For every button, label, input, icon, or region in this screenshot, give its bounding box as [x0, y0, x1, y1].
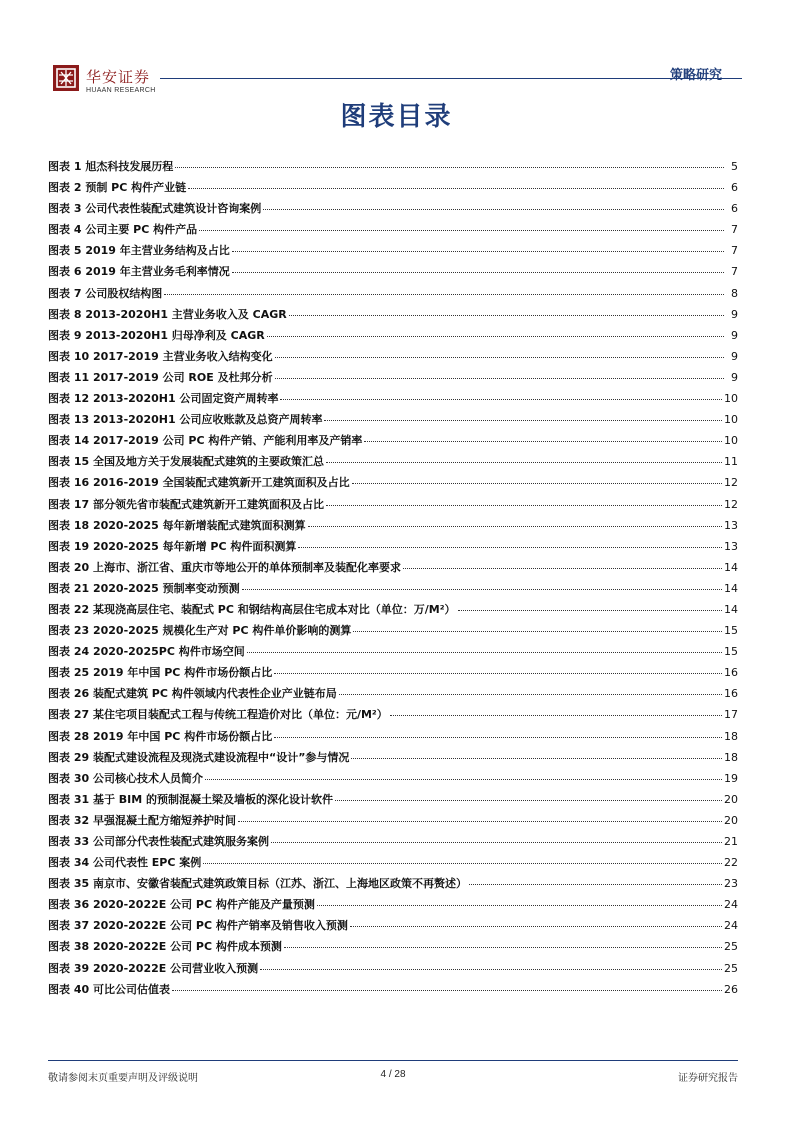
toc-entry-page: 25 — [724, 961, 738, 975]
toc-entry-title: 图表 6 2019 年主营业务毛利率情况 — [48, 265, 230, 279]
toc-entry[interactable] — [48, 453, 738, 474]
toc-dot-leader — [232, 251, 724, 252]
toc-entry-page: 12 — [724, 497, 738, 511]
toc-entry-title: 图表 18 2020-2025 每年新增装配式建筑面积测算 — [48, 518, 306, 532]
toc-entry[interactable] — [48, 833, 738, 854]
toc-entry-page: 15 — [724, 645, 738, 659]
toc-dot-leader — [326, 462, 722, 463]
toc-entry-title: 图表 10 2017-2019 主营业务收入结构变化 — [48, 349, 273, 363]
toc-entry[interactable] — [48, 981, 738, 1002]
toc-dot-leader — [274, 737, 722, 738]
toc-entry-page: 20 — [724, 813, 738, 827]
toc-entry[interactable] — [48, 938, 738, 959]
toc-entry-page: 9 — [731, 349, 738, 363]
toc-entry[interactable] — [48, 685, 738, 706]
toc-entry[interactable] — [48, 664, 738, 685]
toc-entry-page: 7 — [731, 223, 738, 237]
toc-entry[interactable] — [48, 706, 738, 727]
toc-entry-title: 图表 39 2020-2022E 公司营业收入预测 — [48, 961, 259, 975]
toc-entry-page: 8 — [731, 286, 738, 300]
toc-entry[interactable] — [48, 517, 738, 538]
toc-dot-leader — [263, 209, 724, 210]
toc-entry-page: 13 — [724, 539, 738, 553]
toc-entry-title: 图表 4 公司主要 PC 构件产品 — [48, 223, 198, 237]
toc-dot-leader — [326, 505, 722, 506]
disclaimer-note: 敬请参阅末页重要声明及评级说明 — [48, 1073, 198, 1084]
toc-entry[interactable] — [48, 728, 738, 749]
toc-entry-page: 9 — [731, 307, 738, 321]
toc-dot-leader — [172, 990, 722, 991]
toc-dot-leader — [298, 547, 722, 548]
toc-dot-leader — [247, 652, 722, 653]
toc-entry-title: 图表 7 公司股权结构图 — [48, 286, 163, 300]
toc-dot-leader — [317, 905, 722, 906]
toc-entry-title: 图表 11 2017-2019 公司 ROE 及杜邦分析 — [48, 370, 273, 384]
toc-entry[interactable] — [48, 896, 738, 917]
toc-dot-leader — [242, 589, 722, 590]
toc-dot-leader — [199, 230, 724, 231]
toc-entry-title: 图表 29 装配式建设流程及现浇式建设流程中“设计”参与情况 — [48, 750, 350, 764]
toc-dot-leader — [403, 568, 722, 569]
header-divider — [160, 78, 742, 79]
toc-entry-title: 图表 20 上海市、浙江省、重庆市等地公开的单体预制率及装配化率要求 — [48, 560, 401, 574]
toc-dot-leader — [232, 272, 724, 273]
toc-entry[interactable] — [48, 643, 738, 664]
toc-dot-leader — [271, 842, 722, 843]
toc-entry-title: 图表 5 2019 年主营业务结构及占比 — [48, 244, 230, 258]
toc-entry-page: 14 — [724, 602, 738, 616]
toc-entry-page: 9 — [731, 328, 738, 342]
toc-entry-page: 6 — [731, 181, 738, 195]
toc-entry-page: 5 — [731, 160, 738, 173]
toc-entry[interactable] — [48, 538, 738, 559]
toc-entry[interactable] — [48, 285, 738, 306]
toc-dot-leader — [350, 926, 722, 927]
toc-entry-page: 26 — [724, 982, 738, 996]
toc-entry-page: 15 — [724, 624, 738, 638]
toc-dot-leader — [267, 336, 724, 337]
toc-entry-page: 10 — [724, 392, 738, 406]
toc-entry-title: 图表 9 2013-2020H1 归母净利及 CAGR — [48, 328, 265, 342]
toc-entry-page: 16 — [724, 687, 738, 701]
toc-entry[interactable] — [48, 390, 738, 411]
toc-entry[interactable] — [48, 263, 738, 284]
toc-entry[interactable] — [48, 622, 738, 643]
toc-entry-title: 图表 8 2013-2020H1 主营业务收入及 CAGR — [48, 307, 287, 321]
toc-entry[interactable] — [48, 327, 738, 348]
toc-entry-title: 图表 19 2020-2025 每年新增 PC 构件面积测算 — [48, 539, 297, 553]
toc-entry-page: 23 — [724, 877, 738, 891]
toc-dot-leader — [164, 294, 724, 295]
toc-entry[interactable] — [48, 179, 738, 200]
toc-dot-leader — [390, 715, 722, 716]
toc-entry[interactable] — [48, 474, 738, 495]
toc-entry[interactable] — [48, 854, 738, 875]
toc-entry[interactable] — [48, 812, 738, 833]
toc-entry[interactable] — [48, 601, 738, 622]
toc-dot-leader — [284, 947, 722, 948]
report-type: 证券研究报告 — [678, 1073, 738, 1084]
toc-entry[interactable] — [48, 158, 738, 179]
brand-name-en: HUAAN RESEARCH — [86, 87, 156, 94]
toc-entry-title: 图表 2 预制 PC 构件产业链 — [48, 181, 187, 195]
toc-entry-title: 图表 36 2020-2022E 公司 PC 构件产能及产量预测 — [48, 898, 315, 912]
toc-dot-leader — [203, 863, 722, 864]
brand-name: 华安证券 — [86, 68, 151, 86]
toc-dot-leader — [353, 631, 722, 632]
toc-entry[interactable] — [48, 559, 738, 580]
page-footer — [48, 1060, 738, 1090]
toc-entry-page: 20 — [724, 792, 738, 806]
toc-entry-title: 图表 26 装配式建筑 PC 构件领域内代表性企业产业链布局 — [48, 687, 337, 701]
toc-dot-leader — [274, 673, 722, 674]
toc-entry[interactable] — [48, 917, 738, 938]
toc-entry-title: 图表 1 旭杰科技发展历程 — [48, 160, 174, 173]
toc-dot-leader — [335, 800, 722, 801]
toc-entry-page: 11 — [724, 455, 738, 469]
toc-entry-page: 19 — [724, 771, 738, 785]
toc-entry-title: 图表 32 早强混凝土配方缩短养护时间 — [48, 813, 236, 827]
toc-entry-title: 图表 40 可比公司估值表 — [48, 982, 170, 996]
toc-entry-page: 7 — [731, 265, 738, 279]
toc-entry-page: 24 — [724, 898, 738, 912]
toc-entry[interactable] — [48, 242, 738, 263]
toc-entry-page: 14 — [724, 581, 738, 595]
toc-entry-title: 图表 28 2019 年中国 PC 构件市场份额占比 — [48, 729, 273, 743]
toc-entry-title: 图表 13 2013-2020H1 公司应收账款及总资产周转率 — [48, 413, 323, 427]
toc-entry-page: 10 — [724, 434, 738, 448]
toc-dot-leader — [280, 399, 722, 400]
toc-entry-title: 图表 15 全国及地方关于发展装配式建筑的主要政策汇总 — [48, 455, 324, 469]
toc-dot-leader — [351, 758, 722, 759]
toc-entry-title: 图表 38 2020-2022E 公司 PC 构件成本预测 — [48, 940, 282, 954]
toc-dot-leader — [175, 167, 724, 168]
toc-entry[interactable] — [48, 496, 738, 517]
toc-entry[interactable] — [48, 348, 738, 369]
toc-entry-page: 24 — [724, 919, 738, 933]
toc-dot-leader — [238, 821, 722, 822]
toc-entry-title: 图表 25 2019 年中国 PC 构件市场份额占比 — [48, 666, 273, 680]
toc-entry-title: 图表 33 公司部分代表性装配式建筑服务案例 — [48, 835, 269, 848]
toc-entry-title: 图表 30 公司核心技术人员简介 — [48, 771, 203, 785]
toc-entry-title: 图表 17 部分领先省市装配式建筑新开工建筑面积及占比 — [48, 497, 324, 511]
toc-dot-leader — [308, 526, 722, 527]
toc-dot-leader — [260, 969, 722, 970]
toc-entry-page: 16 — [724, 666, 738, 680]
toc-entry-title: 图表 31 基于 BIM 的预制混凝土梁及墙板的深化设计软件 — [48, 792, 334, 806]
toc-entry-title: 图表 34 公司代表性 EPC 案例 — [48, 856, 202, 870]
toc-entry-title: 图表 37 2020-2022E 公司 PC 构件产销率及销售收入预测 — [48, 919, 348, 933]
toc-entry-page: 14 — [724, 560, 738, 574]
page-header — [52, 60, 742, 100]
toc-entry-title: 图表 14 2017-2019 公司 PC 构件产销、产能利用率及产销率 — [48, 434, 363, 448]
toc-dot-leader — [275, 357, 724, 358]
toc-entry-page: 12 — [724, 476, 738, 490]
toc-entry-page: 9 — [731, 370, 738, 384]
section-tag: 策略研究 — [669, 68, 722, 83]
toc-entry[interactable] — [48, 791, 738, 812]
toc-entry[interactable] — [48, 749, 738, 770]
page-number: 4 / 28 — [380, 1069, 406, 1080]
toc-entry-page: 7 — [731, 244, 738, 258]
toc-entry-title: 图表 35 南京市、安徽省装配式建筑政策目标（江苏、浙江、上海地区政策不再赘述） — [48, 877, 467, 891]
toc-entry-title: 图表 24 2020-2025PC 构件市场空间 — [48, 645, 245, 659]
toc-dot-leader — [364, 441, 722, 442]
toc-entry-title: 图表 27 某住宅项目装配式工程与传统工程造价对比（单位：元/M²） — [48, 708, 388, 722]
toc-entry-page: 10 — [724, 413, 738, 427]
toc-entry-title: 图表 3 公司代表性装配式建筑设计咨询案例 — [48, 202, 262, 216]
toc-entry[interactable] — [48, 306, 738, 327]
huaan-logo-icon — [52, 64, 80, 92]
toc-entry-page: 17 — [724, 708, 738, 722]
toc-entry-title: 图表 16 2016-2019 全国装配式建筑新开工建筑面积及占比 — [48, 476, 350, 490]
toc-entry-title: 图表 23 2020-2025 规模化生产对 PC 构件单价影响的测算 — [48, 624, 352, 638]
toc-entry[interactable] — [48, 960, 738, 981]
toc-entry-page: 13 — [724, 518, 738, 532]
toc-dot-leader — [275, 378, 724, 379]
toc-dot-leader — [458, 610, 722, 611]
toc-entry[interactable] — [48, 770, 738, 791]
toc-dot-leader — [205, 779, 722, 780]
toc-dot-leader — [289, 315, 724, 316]
toc-entry-page: 18 — [724, 729, 738, 743]
table-of-figures — [48, 158, 738, 1002]
toc-entry-page: 25 — [724, 940, 738, 954]
toc-entry[interactable] — [48, 411, 738, 432]
toc-entry[interactable] — [48, 875, 738, 896]
toc-entry-page: 6 — [731, 202, 738, 216]
toc-entry-title: 图表 22 某现浇高层住宅、装配式 PC 和钢结构高层住宅成本对比（单位：万/M²） — [48, 602, 456, 616]
toc-entry[interactable] — [48, 369, 738, 390]
toc-entry[interactable] — [48, 580, 738, 601]
toc-dot-leader — [339, 694, 722, 695]
footer-divider — [48, 1060, 738, 1061]
toc-entry[interactable] — [48, 432, 738, 453]
toc-entry[interactable] — [48, 200, 738, 221]
toc-dot-leader — [469, 884, 722, 885]
toc-dot-leader — [352, 483, 722, 484]
toc-entry-page: 21 — [724, 835, 738, 848]
toc-dot-leader — [324, 420, 722, 421]
toc-entry-title: 图表 12 2013-2020H1 公司固定资产周转率 — [48, 392, 279, 406]
page-title: 图表目录 — [340, 102, 453, 132]
toc-entry[interactable] — [48, 221, 738, 242]
toc-dot-leader — [188, 188, 724, 189]
toc-entry-page: 22 — [724, 856, 738, 870]
toc-entry-title: 图表 21 2020-2025 预制率变动预测 — [48, 581, 240, 595]
toc-entry-page: 18 — [724, 750, 738, 764]
